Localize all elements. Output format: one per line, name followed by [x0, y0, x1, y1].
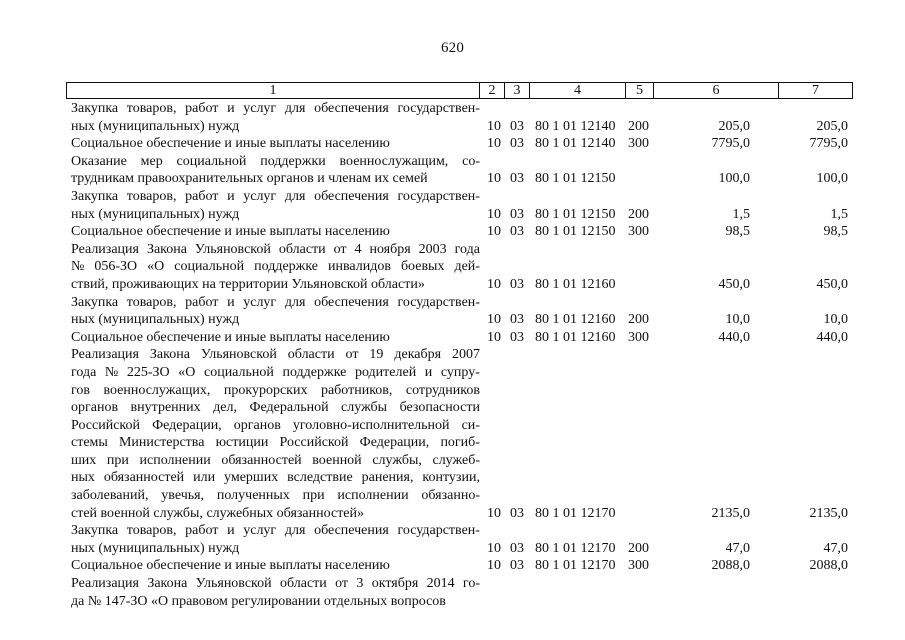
description-line: ствий, проживающих на территории Ульяновской области»: [71, 276, 425, 292]
table-row: [0, 294, 905, 329]
amount-year-2: 440,0: [816, 329, 848, 345]
expense-type-code: 300: [628, 136, 649, 152]
amount-year-1: 7795,0: [711, 136, 750, 152]
section-code: 10: [487, 276, 501, 292]
description-line: Социальное обеспечение и иные выплаты населению: [71, 558, 390, 574]
description-line: ных обязанностей или умерших вследствие ранения, контузии,: [71, 470, 480, 486]
description-line: да № 147-ЗО «О правовом регулировании отдельных вопросов: [71, 593, 446, 609]
description-line: Реализация Закона Ульяновской области от 19 декабря 2007: [71, 347, 480, 363]
section-code: 10: [487, 558, 501, 574]
section-code: 10: [487, 224, 501, 240]
row-values: [0, 170, 905, 188]
table-row: [0, 241, 905, 294]
page-number: 620: [440, 40, 465, 56]
amount-year-2: 450,0: [816, 276, 848, 292]
subsection-code: 03: [510, 171, 524, 187]
row-values: [0, 329, 905, 347]
description-line: Закупка товаров, работ и услуг для обеспечения государствен-: [71, 188, 480, 204]
row-values: [0, 540, 905, 558]
description-line: Закупка товаров, работ и услуг для обеспечения государствен-: [71, 101, 480, 116]
amount-year-2: 1,5: [830, 206, 848, 222]
amount-year-2: 2088,0: [809, 558, 848, 574]
description-line: Реализация Закона Ульяновской области от 4 ноября 2003 года: [71, 241, 480, 257]
amount-year-2: 205,0: [816, 118, 848, 134]
subsection-code: 03: [510, 505, 524, 521]
table-row: [0, 223, 905, 241]
header-col-2: 2: [480, 83, 505, 98]
table-row: [0, 153, 905, 188]
target-article-code: 80 1 01 12140: [535, 118, 616, 134]
amount-year-1: 205,0: [718, 118, 750, 134]
subsection-code: 03: [510, 118, 524, 134]
expense-type-code: 200: [628, 312, 649, 328]
description-line: Российской Федерации, органов уголовно-исполнительной си-: [71, 417, 480, 433]
row-values: [0, 276, 905, 294]
expense-type-code: 200: [628, 540, 649, 556]
target-article-code: 80 1 01 12160: [535, 329, 616, 345]
section-code: 10: [487, 540, 501, 556]
header-col-3: 3: [505, 83, 530, 98]
description-line: трудникам правоохранительных органов и членам их семей: [71, 171, 428, 187]
table-header: [66, 82, 853, 99]
target-article-code: 80 1 01 12170: [535, 540, 616, 556]
description-line: Социальное обеспечение и иные выплаты населению: [71, 136, 390, 152]
target-article-code: 80 1 01 12170: [535, 505, 616, 521]
table-row: [0, 522, 905, 557]
target-article-code: 80 1 01 12150: [535, 171, 616, 187]
table-row: [0, 557, 905, 575]
row-values: [0, 118, 905, 136]
amount-year-2: 98,5: [823, 224, 848, 240]
row-values: [0, 311, 905, 329]
amount-year-2: 7795,0: [809, 136, 848, 152]
row-values: [0, 206, 905, 224]
description-line: стемы Министерства юстиции Российской Федерации, погиб-: [71, 435, 480, 451]
table-row: [0, 329, 905, 347]
description-line: гов военнослужащих, прокурорских работников, сотрудников: [71, 382, 480, 398]
target-article-code: 80 1 01 12150: [535, 224, 616, 240]
description-line: Закупка товаров, работ и услуг для обеспечения государствен-: [71, 294, 480, 310]
amount-year-2: 100,0: [816, 171, 848, 187]
subsection-code: 03: [510, 312, 524, 328]
amount-year-1: 440,0: [718, 329, 750, 345]
subsection-code: 03: [510, 206, 524, 222]
description-line: № 056-ЗО «О социальной поддержке инвалидов боевых дей-: [71, 259, 480, 275]
subsection-code: 03: [510, 224, 524, 240]
description-line: стей военной службы, служебных обязанностей»: [71, 505, 365, 521]
table-row: [0, 100, 905, 135]
section-code: 10: [487, 118, 501, 134]
section-code: 10: [487, 171, 501, 187]
header-col-4: 4: [530, 83, 626, 98]
section-code: 10: [487, 505, 501, 521]
amount-year-1: 98,5: [725, 224, 750, 240]
description-line: Оказание мер социальной поддержки военнослужащим, со-: [71, 153, 480, 169]
amount-year-1: 2088,0: [711, 558, 750, 574]
header-col-5: 5: [626, 83, 654, 98]
target-article-code: 80 1 01 12150: [535, 206, 616, 222]
description-line: Закупка товаров, работ и услуг для обеспечения государствен-: [71, 523, 480, 539]
expense-type-code: 200: [628, 206, 649, 222]
section-code: 10: [487, 329, 501, 345]
description-line: ных (муниципальных) нужд: [71, 312, 240, 328]
expense-type-code: 200: [628, 118, 649, 134]
section-code: 10: [487, 206, 501, 222]
amount-year-1: 450,0: [718, 276, 750, 292]
expense-type-code: 300: [628, 224, 649, 240]
subsection-code: 03: [510, 558, 524, 574]
target-article-code: 80 1 01 12140: [535, 136, 616, 152]
section-code: 10: [487, 136, 501, 152]
header-col-7: 7: [812, 83, 819, 98]
row-description: [71, 346, 480, 522]
amount-year-2: 10,0: [823, 312, 848, 328]
amount-year-1: 2135,0: [711, 505, 750, 521]
description-line: года № 225-ЗО «О социальной поддержке родителей и супру-: [71, 364, 480, 380]
description-line: ных (муниципальных) нужд: [71, 206, 240, 222]
table-row: [0, 346, 905, 522]
description-line: заболеваний, увечья, полученных при исполнении обязанно-: [71, 488, 480, 504]
amount-year-1: 1,5: [732, 206, 750, 222]
row-values: [0, 593, 905, 611]
expense-type-code: 300: [628, 558, 649, 574]
subsection-code: 03: [510, 540, 524, 556]
table-row: [0, 135, 905, 153]
table-body: [0, 100, 905, 610]
row-values: [0, 135, 905, 153]
target-article-code: 80 1 01 12170: [535, 558, 616, 574]
expense-type-code: 300: [628, 329, 649, 345]
row-values: [0, 557, 905, 575]
description-line: органов внутренних дел, Федеральной службы безопасности: [71, 400, 480, 416]
subsection-code: 03: [510, 276, 524, 292]
description-line: Реализация Закона Ульяновской области от 3 октября 2014 го-: [71, 576, 480, 592]
subsection-code: 03: [510, 329, 524, 345]
subsection-code: 03: [510, 136, 524, 152]
target-article-code: 80 1 01 12160: [535, 312, 616, 328]
description-line: ных (муниципальных) нужд: [71, 540, 240, 556]
description-line: Социальное обеспечение и иные выплаты населению: [71, 329, 390, 345]
amount-year-2: 2135,0: [809, 505, 848, 521]
section-code: 10: [487, 312, 501, 328]
table-row: [0, 575, 905, 610]
header-col-1: 1: [67, 83, 480, 98]
description-line: ших при исполнении обязанностей военной службы, служеб-: [71, 452, 480, 468]
amount-year-2: 47,0: [823, 540, 848, 556]
row-values: [0, 505, 905, 523]
description-line: ных (муниципальных) нужд: [71, 118, 240, 134]
amount-year-1: 47,0: [725, 540, 750, 556]
row-values: [0, 223, 905, 241]
target-article-code: 80 1 01 12160: [535, 276, 616, 292]
description-line: Социальное обеспечение и иные выплаты населению: [71, 224, 390, 240]
header-col-6: 6: [654, 83, 779, 98]
amount-year-1: 10,0: [725, 312, 750, 328]
table-row: [0, 188, 905, 223]
amount-year-1: 100,0: [718, 171, 750, 187]
